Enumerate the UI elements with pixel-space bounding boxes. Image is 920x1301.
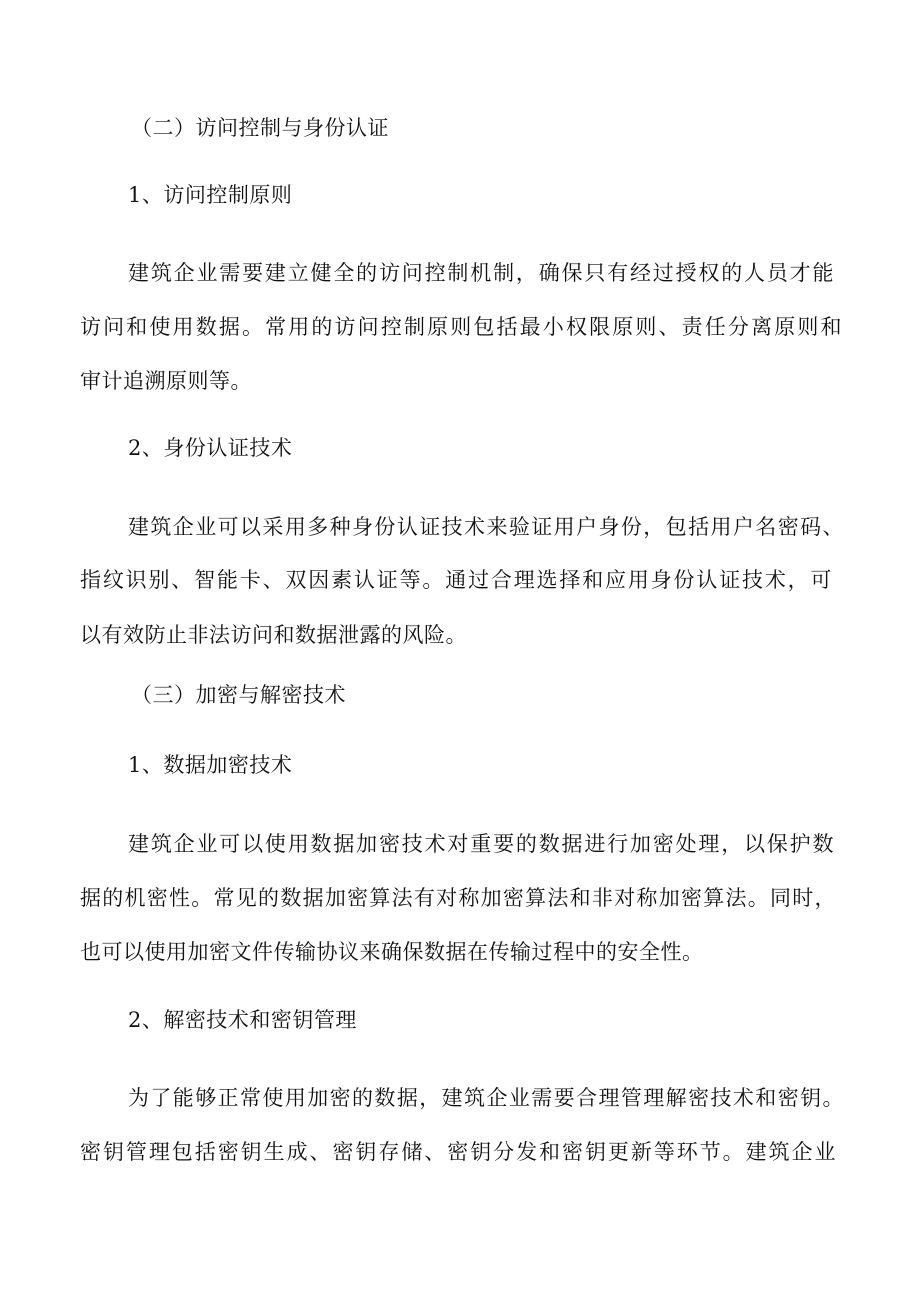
paragraph-line: 指纹识别、智能卡、双因素认证等。通过合理选择和应用身份认证技术，可: [80, 568, 832, 592]
paragraph-line: 访问和使用数据。常用的访问控制原则包括最小权限原则、责任分离原则和: [80, 315, 842, 339]
paragraph-line: 建筑企业可以采用多种身份认证技术来验证用户身份，包括用户名密码、: [128, 515, 844, 539]
paragraph-line: 据的机密性。常见的数据加密算法有对称加密算法和非对称加密算法。同时，: [80, 886, 836, 910]
paragraph-line: 为了能够正常使用加密的数据，建筑企业需要合理管理解密技术和密钥。: [128, 1086, 844, 1110]
paragraph-line: 审计追溯原则等。: [80, 369, 252, 393]
subsection-title: 2、解密技术和密钥管理: [128, 1008, 357, 1032]
subsection-title: 1、访问控制原则: [128, 183, 293, 207]
section-heading: （二）访问控制与身份认证: [131, 116, 389, 140]
paragraph-line: 建筑企业需要建立健全的访问控制机制，确保只有经过授权的人员才能: [128, 261, 834, 285]
section-heading: （三）加密与解密技术: [131, 683, 346, 707]
subsection-title: 1、数据加密技术: [128, 753, 293, 777]
paragraph-line: 密钥管理包括密钥生成、密钥存储、密钥分发和密钥更新等环节。建筑企业: [80, 1140, 836, 1164]
paragraph-line: 建筑企业可以使用数据加密技术对重要的数据进行加密处理，以保护数: [128, 832, 834, 856]
paragraph-line: 以有效防止非法访问和数据泄露的风险。: [80, 623, 467, 647]
paragraph-line: 也可以使用加密文件传输协议来确保数据在传输过程中的安全性。: [80, 940, 704, 964]
subsection-title: 2、身份认证技术: [128, 436, 293, 460]
